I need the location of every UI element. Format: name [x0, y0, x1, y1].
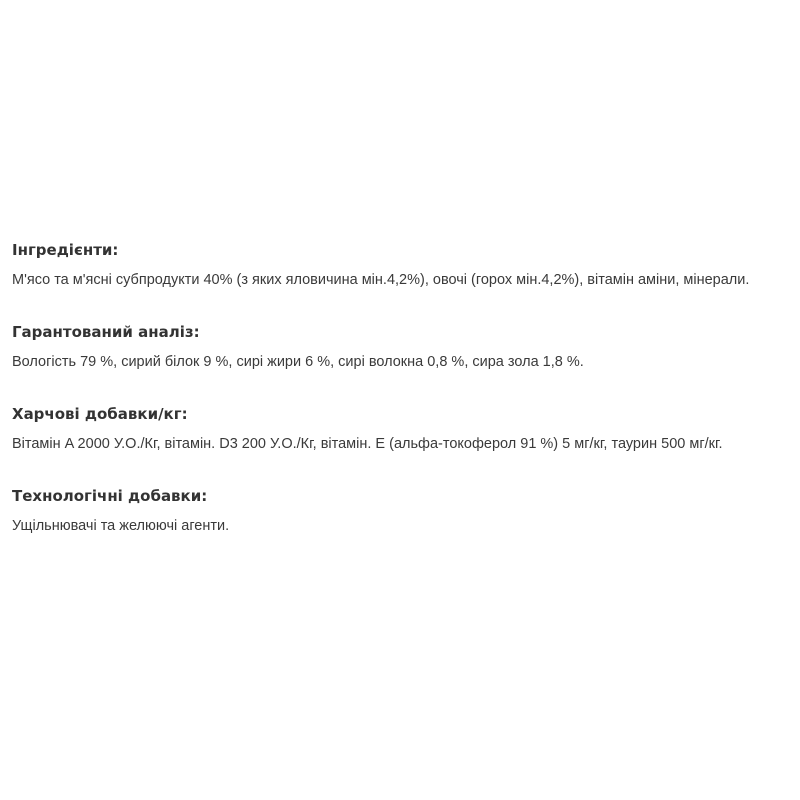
guaranteed-analysis-heading: Гарантований аналіз:	[12, 323, 200, 341]
nutritional-additives-text: Вітамін A 2000 У.О./Кг, вітамін. D3 200 У.О./Кг, вітамін. E (альфа-токоферол 91 %) 5 мг/кг, таурин 500 мг/кг.	[12, 436, 723, 452]
product-composition	[12, 240, 797, 568]
nutritional-additives-heading: Харчові добавки/кг:	[12, 405, 188, 423]
technological-additives-text: Ущільнювачі та желюючі агенти.	[12, 518, 230, 534]
nutritional-additives-section	[12, 404, 797, 454]
ingredients-text: М'ясо та м'ясні субпродукти 40% (з яких яловичина мін.4,2%), овочі (горох мін.4,2%), вітамін аміни, мінерали.	[12, 272, 750, 288]
guaranteed-analysis-section	[12, 322, 797, 372]
technological-additives-section	[12, 486, 797, 536]
guaranteed-analysis-text: Вологість 79 %, сирий білок 9 %, сирі жири 6 %, сирі волокна 0,8 %, сира зола 1,8 %.	[12, 354, 584, 370]
technological-additives-heading: Технологічні добавки:	[12, 487, 208, 505]
ingredients-heading: Інгредієнти:	[12, 241, 119, 259]
ingredients-section	[12, 240, 797, 290]
